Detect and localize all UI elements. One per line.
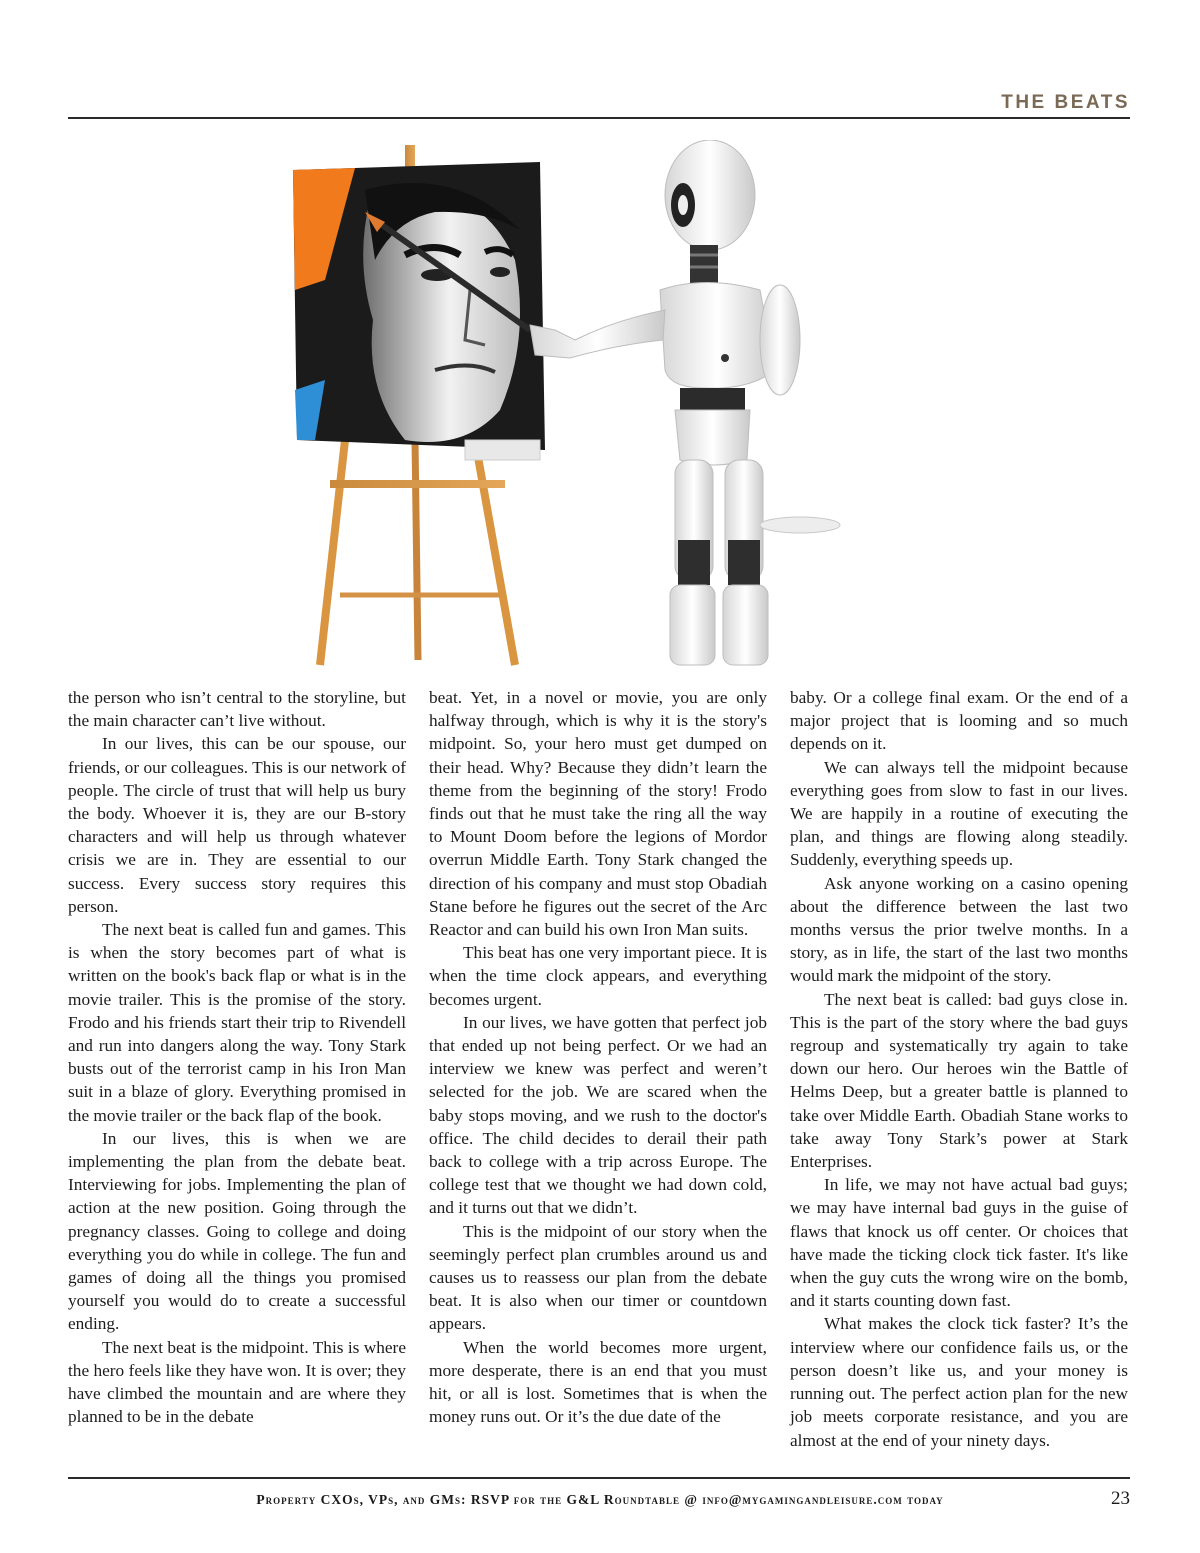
- paragraph: This is the midpoint of our story when the seemingly perfect plan crumbles around us and causes us to reassess our plan from the debate beat. It is also when our timer or countdown appears.: [429, 1221, 767, 1334]
- paragraph: In our lives, this is when we are implementing the plan from the debate beat. Interviewing for jobs. Implementing the plan of action at the new position. Going through the pregnancy classes. Going to college and doing everything you do while in college. The fun and games of doing all the things you promised yourself you would do to create a successful ending.: [68, 1128, 406, 1334]
- footer-rule: [68, 1477, 1130, 1479]
- paragraph: The next beat is called: bad guys close in. This is the part of the story where the bad guys regroup and systematically try again to take down our hero. Our heroes win the Battle of Helms Deep, but a greater battle is planned to take over Middle Earth. Obadiah Stane works to take away Tony Stark’s power at Stark Enterprises.: [790, 989, 1128, 1172]
- paragraph: The next beat is the midpoint. This is where the hero feels like they have won. It is over; they have climbed the mountain and are where they planned to be in the debate: [68, 1337, 406, 1427]
- paragraph: In life, we may not have actual bad guys; we may have internal bad guys in the guise of flaws that knock us off center. Or choices that have made the ticking clock tick faster. It's like when the guy cuts the wrong wire on the bomb, and it starts counting down fast.: [790, 1175, 1128, 1311]
- paragraph: The next beat is called fun and games. This is when the story becomes part of what is written on the book's back flap or what is in the movie trailer. This is the promise of the story. Frodo and his friends start their trip to Rivendell and run into dangers along the way. Tony Stark busts out of the terrorist camp in his Iron Man suit in a blaze of glory. Everything promised in the movie trailer or the back flap of the book.: [68, 920, 406, 1125]
- paragraph: We can always tell the midpoint because everything goes from slow to fast in our lives. We are happily in a routine of executing the plan, and things are flowing along steadily. Suddenly, everything speeds up.: [790, 757, 1128, 870]
- paragraph: beat. Yet, in a novel or movie, you are only halfway through, which is why it is the story's midpoint. So, your hero must get dumped on their head. Why? Because they didn’t learn the theme from the beginning of the story! Frodo finds out that he must take the ring all the way to Mount Doom before the legions of Mordor overrun Middle Earth. Tony Stark changed the direction of his company and must stop Obadiah Stane before he figures out the secret of the Arc Reactor and can build his own Iron Man suits.: [429, 688, 767, 940]
- column-3: [790, 686, 1128, 1452]
- paragraph: In our lives, this can be our spouse, our friends, or our colleagues. This is our network of people. The circle of trust that will help us bury the body. Whoever it is, they are our B-story characters and will help us through whatever crisis we are in. They are essential to our success. Every success story requires this person.: [68, 734, 406, 916]
- footer-note: Property CXOs, VPs, and GMs: RSVP for the G&L Roundtable @ info@mygamingandleisure.com today: [256, 1492, 944, 1507]
- robot-painting-portrait-illustration: [285, 140, 1135, 670]
- paragraph: baby. Or a college final exam. Or the end of a major project that is looming and so much depends on it.: [790, 688, 1128, 754]
- paragraph: In our lives, we have gotten that perfect job that ended up not being perfect. Or we had an interview we knew was perfect and weren’t selected for the job. We are scared when the baby stops moving, and we rush to the doctor's office. The child decides to derail their path back to college with a trip across Europe. The college test that we thought we had down cold, and it turns out that we didn’t.: [429, 1012, 767, 1218]
- paragraph: Ask anyone working on a casino opening about the difference between the last two months versus the prior twelve months. In a story, as in life, the start of the last two months would mark the midpoint of the story.: [790, 873, 1128, 986]
- paragraph: When the world becomes more urgent, more desperate, there is an end that you must hit, or all is lost. Sometimes that is when the money runs out. Or it’s the due date of the: [429, 1337, 767, 1427]
- column-2: [429, 686, 767, 1429]
- paragraph: the person who isn’t central to the storyline, but the main character can’t live without.: [68, 688, 406, 731]
- robot-painting-illustration: [285, 140, 1135, 670]
- paragraph: This beat has one very important piece. It is when the time clock appears, and everything becomes urgent.: [429, 943, 767, 1009]
- page-number: 23: [1111, 1488, 1130, 1509]
- section-label: THE BEATS: [1001, 92, 1130, 113]
- robot: [530, 140, 840, 665]
- column-1: [68, 686, 406, 1429]
- header-rule: [68, 117, 1130, 119]
- paragraph: What makes the clock tick faster? It’s the interview where our confidence fails us, or the person doesn’t like us, and your money is running out. The perfect action plan for the new job meets corporate resistance, and you are almost at the end of your ninety days.: [790, 1314, 1128, 1450]
- article-body: [68, 686, 1128, 1456]
